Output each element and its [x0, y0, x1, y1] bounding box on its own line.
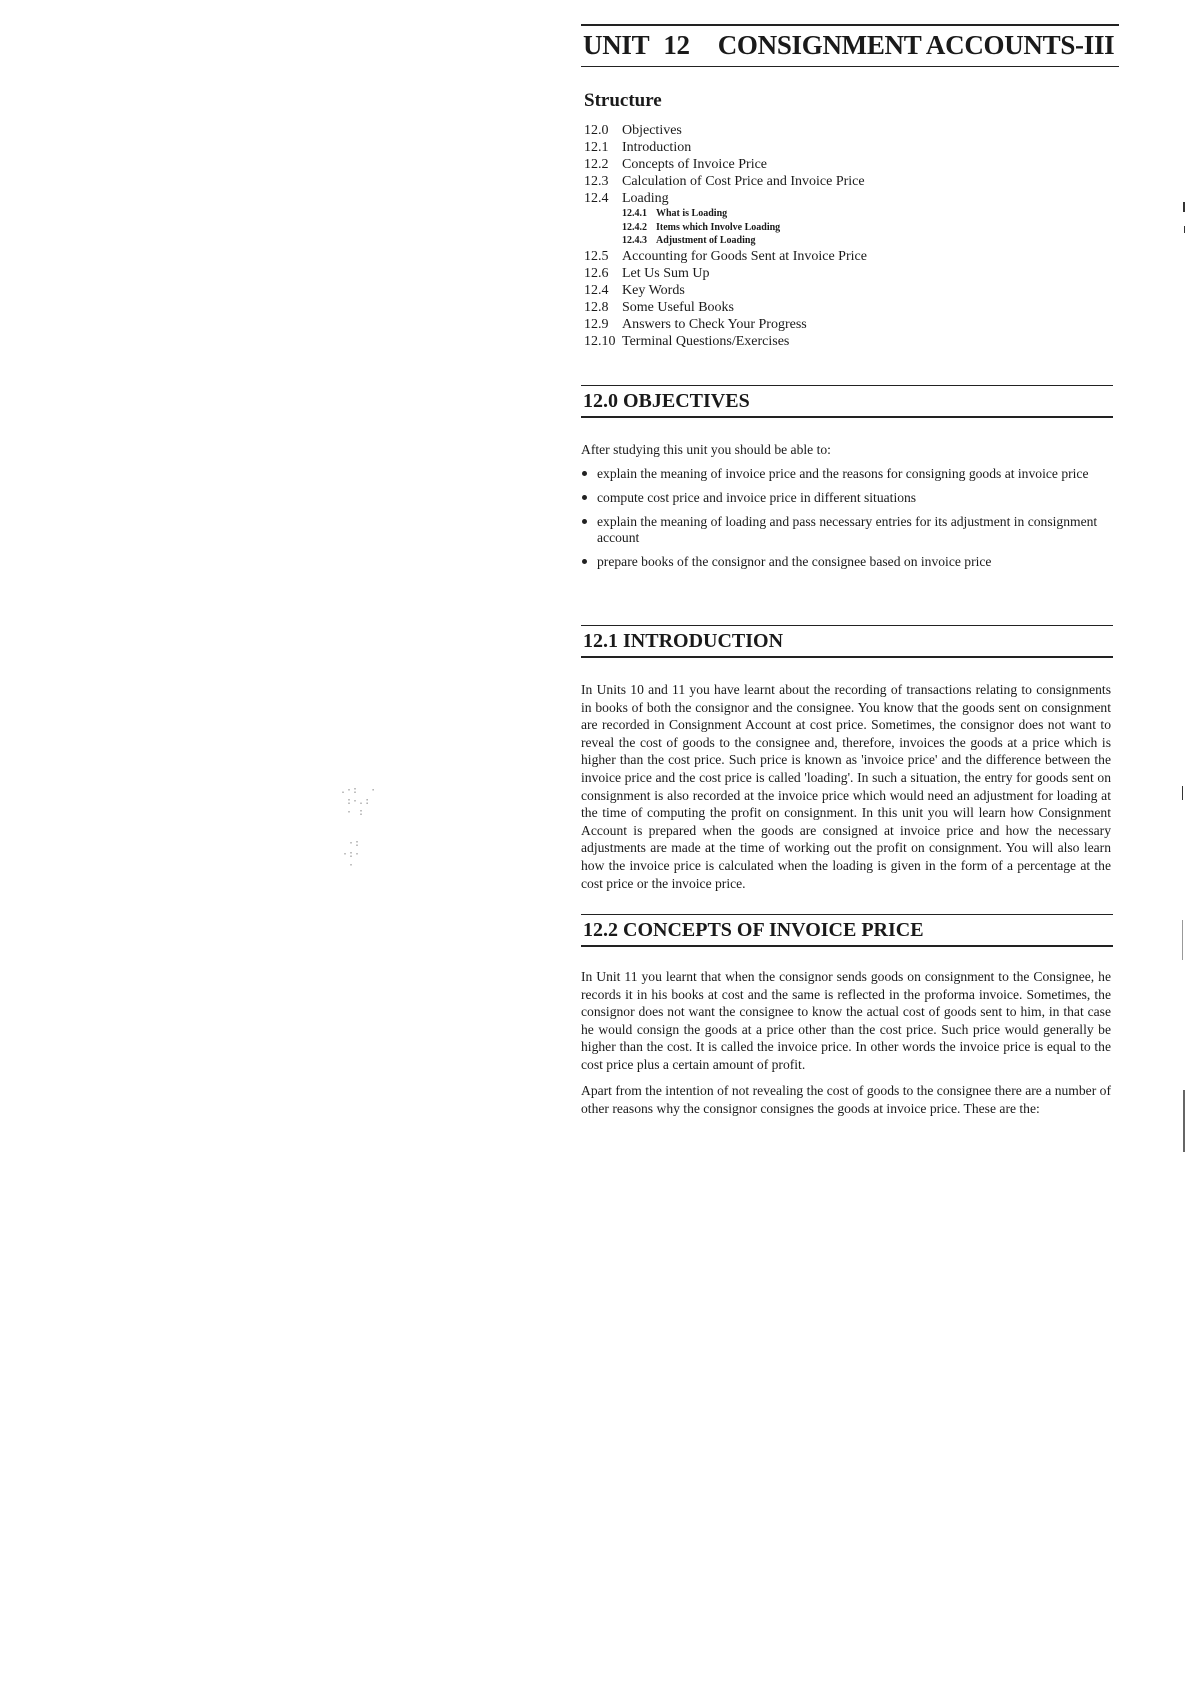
scan-edge-mark	[1182, 920, 1183, 960]
toc-subitem	[584, 221, 1104, 235]
introduction-title: 12.1 INTRODUCTION	[583, 630, 784, 652]
structure-heading: Structure	[584, 90, 662, 111]
toc-item	[584, 248, 1104, 265]
table-of-contents	[584, 122, 1104, 350]
concepts-top-rule	[581, 914, 1113, 915]
toc-item	[584, 333, 1104, 350]
unit-title	[583, 30, 1123, 61]
objectives-bottom-rule	[581, 416, 1113, 418]
toc-subitem	[584, 207, 1104, 221]
toc-number: 12.4.1	[622, 208, 647, 219]
toc-item	[584, 156, 1104, 173]
toc-item	[584, 139, 1104, 156]
toc-number: 12.3	[584, 174, 609, 189]
toc-item	[584, 316, 1104, 333]
toc-text: Let Us Sum Up	[622, 265, 710, 281]
toc-number: 12.1	[584, 140, 609, 155]
toc-text: Answers to Check Your Progress	[622, 316, 807, 332]
toc-text: Objectives	[622, 123, 682, 138]
toc-text: Key Words	[622, 282, 685, 298]
toc-number: 12.8	[584, 299, 609, 315]
toc-text: Calculation of Cost Price and Invoice Price	[622, 174, 865, 189]
toc-item	[584, 265, 1104, 282]
concepts-paragraph-2: Apart from the intention of not revealing the cost of goods to the consignee there are a number of other reasons why the consignor consignes the goods at invoice price. These are the:	[581, 1083, 1111, 1116]
toc-number: 12.9	[584, 316, 609, 332]
toc-text: Items which Involve Loading	[656, 221, 781, 233]
objectives-intro: After studying this unit you should be able to:	[581, 442, 831, 457]
toc-number: 12.4.3	[622, 235, 647, 246]
toc-item	[584, 173, 1104, 190]
toc-number: 12.10	[584, 333, 616, 349]
toc-text: Accounting for Goods Sent at Invoice Price	[622, 248, 867, 264]
scan-speck-mark: .·: · :·.: · :	[340, 785, 377, 818]
introduction-bottom-rule	[581, 656, 1113, 658]
concepts-bottom-rule	[581, 945, 1113, 947]
toc-number: 12.4	[584, 282, 609, 298]
toc-text: Some Useful Books	[622, 299, 734, 315]
header-bottom-rule	[581, 66, 1119, 67]
toc-number: 12.4	[584, 191, 609, 206]
objectives-title: 12.0 OBJECTIVES	[583, 390, 750, 412]
toc-text: Terminal Questions/Exercises	[622, 333, 790, 349]
concepts-paragraph-1: In Unit 11 you learnt that when the consignor sends goods on consignment to the Consignee, he records it in his books at cost and the same is reflected in the proforma invoice. Sometimes, the consignor does not want the consignee to know the actual cost of goods sent to him, in that case he would consign the goods at a price other than the cost price. Such price would generally be higher than the cost. It is called the invoice price. In other words the invoice price is equal to the cost price plus a certain amount of profit.	[581, 969, 1111, 1072]
scan-edge-mark	[1183, 1090, 1185, 1152]
scan-edge-mark	[1182, 786, 1183, 800]
toc-number: 12.6	[584, 265, 609, 281]
header-top-rule	[581, 24, 1119, 26]
toc-item	[584, 299, 1104, 316]
toc-number: 12.0	[584, 123, 609, 138]
objective-item: compute cost price and invoice price in different situations	[581, 490, 1111, 507]
objective-item: prepare books of the consignor and the consignee based on invoice price	[581, 554, 1111, 571]
unit-label: UNIT	[583, 30, 650, 60]
toc-subitem	[584, 234, 1104, 248]
scan-speck-mark: ·: ·:· ·	[342, 838, 361, 871]
objectives-top-rule	[581, 385, 1113, 386]
toc-text: Adjustment of Loading	[656, 235, 756, 246]
scan-edge-mark	[1184, 226, 1185, 233]
objective-item: explain the meaning of loading and pass necessary entries for its adjustment in consignment account	[581, 514, 1111, 548]
toc-number: 12.2	[584, 157, 609, 172]
toc-item	[584, 122, 1104, 139]
concepts-title: 12.2 CONCEPTS OF INVOICE PRICE	[583, 919, 924, 941]
scan-edge-mark	[1183, 202, 1185, 212]
toc-text: Concepts of Invoice Price	[622, 157, 768, 172]
unit-name: CONSIGNMENT ACCOUNTS-III	[717, 30, 1115, 60]
toc-text: What is Loading	[656, 208, 728, 219]
introduction-top-rule	[581, 625, 1113, 626]
toc-item	[584, 282, 1104, 299]
toc-item	[584, 190, 1104, 207]
objectives-list	[581, 466, 1111, 578]
toc-text: Loading	[622, 191, 669, 206]
toc-text: Introduction	[622, 140, 692, 155]
toc-number: 12.4.2	[622, 221, 647, 233]
introduction-paragraph: In Units 10 and 11 you have learnt about the recording of transactions relating to consignments in books of both the consignor and the consignee. You know that the goods sent on consignment are recorded in Consignment Account at cost price. Sometimes, the consignor does not want to reveal the cost of goods to the consignee and, therefore, invoices the goods at a price which is higher than the cost price. Such price is known as 'invoice price' and the difference between the invoice price and the cost price is called 'loading'. In such a situation, the entry for goods sent on consignment is also recorded at the invoice price which would need an adjustment for loading at the time of computing the profit on consignment. In this unit you will learn how Consignment Account is prepared when the goods are consigned at invoice price and how the necessary adjustments are made at the time of working out the profit on consignment. You will also learn how the invoice price is calculated when the loading is given in the form of a percentage at the cost price or the invoice price.	[581, 682, 1111, 891]
objective-item: explain the meaning of invoice price and the reasons for consigning goods at invoice price	[581, 466, 1111, 483]
unit-number: 12	[663, 30, 690, 60]
toc-number: 12.5	[584, 248, 609, 264]
